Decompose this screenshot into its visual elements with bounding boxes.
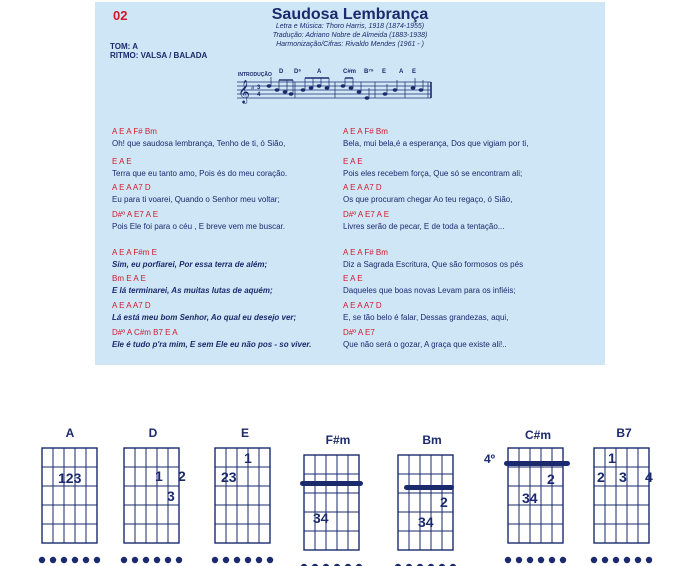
- chord-line: E A E: [112, 157, 132, 166]
- lyric-line: E lá terminarei, As muitas lutas de aquém;: [112, 286, 273, 295]
- chord-line: A E A F# Bm: [112, 127, 157, 136]
- intro-staff: [235, 76, 435, 106]
- chord-line: A E A A7 D: [343, 183, 382, 192]
- lyric-line: Pois eles recebem força, Que só se encontram ali;: [343, 169, 523, 178]
- chord-line: A E A A7 D: [112, 301, 151, 310]
- barre-bm: [404, 485, 454, 490]
- finger-number: 2: [597, 469, 605, 485]
- chord-line: D#º A E7 A E: [112, 210, 159, 219]
- finger-number: 2: [178, 468, 186, 484]
- lyric-line: Lá está meu bom Senhor, Ao qual eu desejo ver;: [112, 313, 297, 322]
- diagram-grid-fsharp-m: [301, 455, 362, 566]
- chord-line: D#º A C#m B7 E A: [112, 328, 178, 337]
- credit-lyrics: Letra e Música: Thoro Harris, 1918 (1874-1955): [275, 23, 425, 30]
- finger-number: 34: [522, 490, 538, 506]
- diagram-name-csharp-m: C#m: [524, 428, 551, 442]
- svg-text:#: #: [251, 86, 255, 92]
- diagram-name-b7: B7: [616, 426, 632, 440]
- finger-number: 1: [608, 450, 616, 466]
- credit-translation: Tradução: Adriano Nobre de Almeida (1883-1938): [272, 32, 428, 39]
- diagram-name-fsharp-m: F#m: [325, 433, 351, 447]
- diagram-grid-e: [212, 448, 273, 563]
- chord-line: A E A A7 D: [112, 183, 151, 192]
- chord-line: A E A A7 D: [343, 301, 382, 310]
- chord-line: A E A F#m E: [112, 248, 157, 257]
- finger-number: 2: [547, 471, 555, 487]
- fret-position-label: 4º: [484, 452, 496, 466]
- chord-line: A E A F# Bm: [343, 248, 388, 257]
- lyric-line: E, se tão belo é falar, Dessas grandezas, aqui,: [343, 313, 509, 322]
- chord-line: Bm E A E: [112, 274, 146, 283]
- intro-chord: E: [412, 69, 417, 75]
- song-title: Saudosa Lembrança: [271, 6, 429, 23]
- chord-line: E A E: [343, 157, 363, 166]
- svg-text:3: 3: [257, 85, 261, 91]
- ritmo-label: RITMO: VALSA / BALADA: [110, 51, 208, 60]
- intro-chord: D: [279, 69, 284, 75]
- chord-line: D#º A E7: [343, 328, 375, 337]
- intro-chord: C#m: [343, 69, 357, 75]
- barre-fsharp-m: [300, 481, 363, 486]
- chord-line: D#º A E7 A E: [343, 210, 390, 219]
- diagram-name-d: D: [148, 426, 158, 440]
- lyric-line: Eu para ti voarei, Quando o Senhor meu voltar;: [112, 195, 280, 204]
- tom-label: TOM: A: [110, 42, 138, 51]
- lyric-line: Que não será o gozar, A graça que existe ali!..: [343, 340, 507, 349]
- lyric-line: Os que procuram chegar Ao teu regaço, ó Sião,: [343, 195, 513, 204]
- lyric-line: Ele é tudo p'ra mim, E sem Ele eu não pos - so viver.: [112, 340, 312, 349]
- diagram-grid-d: [121, 448, 182, 563]
- diagram-grid-bm: [395, 455, 456, 566]
- finger-number: 34: [418, 514, 434, 530]
- credit-harmony: Harmonização/Cifras: Rivaldo Mendes (1961 - ): [276, 41, 424, 48]
- finger-numbers-a: 123: [58, 470, 82, 486]
- lyric-line: Pois Ele foi para o céu , E breve vem me buscar.: [112, 222, 285, 231]
- finger-number: 3: [167, 488, 175, 504]
- lyric-line: Sim, eu porfiarei, Por essa terra de além;: [112, 260, 268, 269]
- svg-text:4: 4: [257, 92, 261, 98]
- intro-chord: A: [317, 69, 322, 75]
- lyric-line: Oh! que saudosa lembrança, Tenho de ti, ó Sião,: [112, 139, 286, 148]
- intro-chord: D⁶: [294, 69, 302, 75]
- finger-number: 2: [440, 494, 448, 510]
- finger-number: 1: [244, 450, 252, 466]
- diagram-name-e: E: [240, 426, 249, 440]
- lyric-line: Terra que eu tanto amo, Pois és do meu coração.: [112, 169, 288, 178]
- lyric-line: Daqueles que boas novas Levam para os infiéis;: [343, 286, 516, 295]
- finger-number: 3: [619, 469, 627, 485]
- diagram-name-a: A: [65, 426, 75, 440]
- chord-line: E A E: [343, 274, 363, 283]
- intro-chord: B⁷⁹: [364, 69, 374, 75]
- finger-number: 34: [313, 510, 329, 526]
- song-sheet: [95, 2, 605, 365]
- diagram-name-bm: Bm: [422, 433, 442, 447]
- song-number: 02: [113, 8, 128, 23]
- chord-diagrams: [0, 440, 698, 566]
- lyric-line: Diz a Sagrada Escritura, Que são formosos os pés: [343, 260, 524, 269]
- intro-chord: A: [399, 69, 404, 75]
- intro-label: INTRODUÇÃO: [238, 72, 272, 78]
- finger-number: 23: [221, 469, 237, 485]
- diagram-grid-a: [39, 448, 100, 563]
- diagram-grid-b7: [591, 448, 652, 563]
- intro-chord: E: [382, 69, 387, 75]
- lyric-line: Livres serão de pecar, E de toda a tentação...: [343, 222, 505, 231]
- chord-line: A E A F# Bm: [343, 127, 388, 136]
- svg-text:𝄞: 𝄞: [238, 79, 250, 103]
- finger-number: 4: [645, 469, 653, 485]
- finger-number: 1: [155, 468, 163, 484]
- lyric-line: Bela, mui bela,é a esperança, Dos que vigiam por ti,: [343, 139, 529, 148]
- barre-csharp-m: [504, 461, 570, 466]
